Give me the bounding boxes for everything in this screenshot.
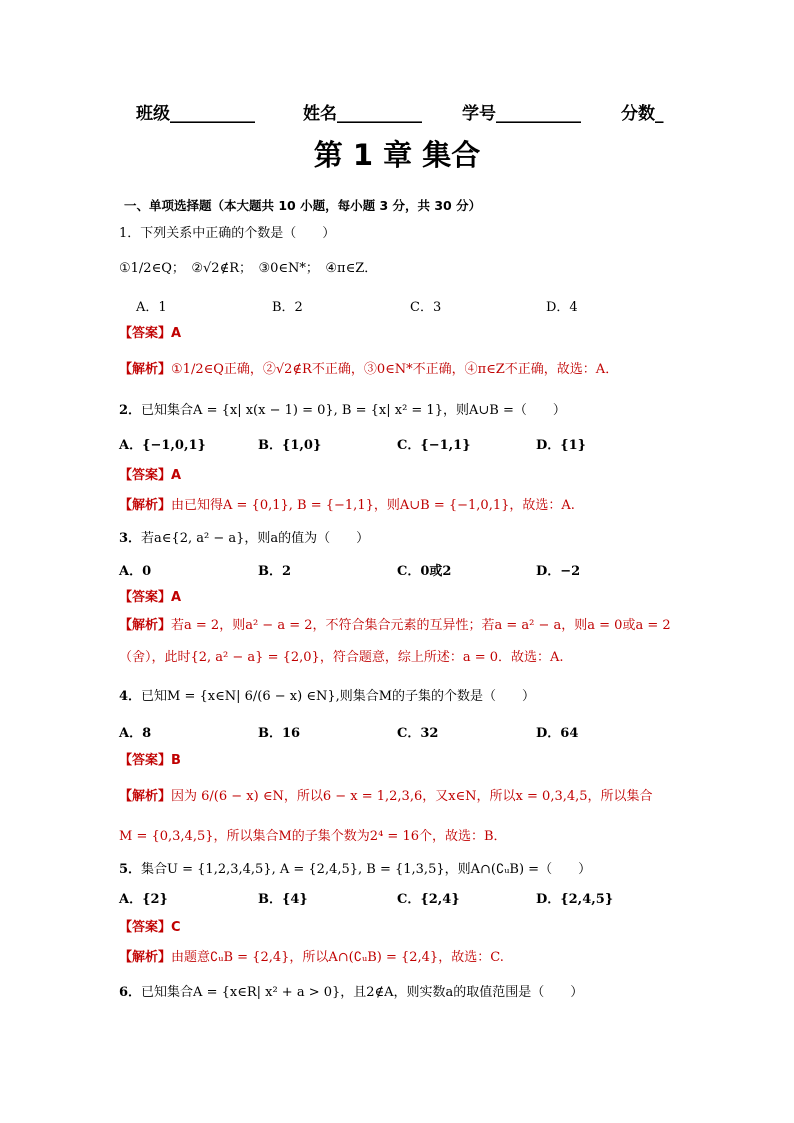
q4-analysis-line-2: M = {0,3,4,5}，所以集合M的子集个数为2⁴ = 16个，故选：B． bbox=[119, 829, 507, 844]
section-heading: 一、单项选择题（本大题共 10 小题，每小题 3 分，共 30 分） bbox=[124, 198, 482, 213]
analysis-text: ①1/2∈Q正确，②√2∉R不正确，③0∈N*不正确，④π∈Z不正确，故选：A． bbox=[171, 362, 619, 377]
q2-option-a: A．{−1,0,1} bbox=[119, 438, 206, 453]
answer-value: A bbox=[171, 468, 182, 483]
q3-option-a: A．0 bbox=[119, 564, 152, 579]
q4-option-d: D．64 bbox=[536, 726, 579, 741]
q1-option-b: B．2 bbox=[272, 300, 303, 315]
q2-option-c: C．{−1,1} bbox=[397, 438, 471, 453]
class-field[interactable]: 班级__________ bbox=[136, 104, 255, 124]
analysis-tag: 【解析】 bbox=[119, 362, 172, 377]
answer-value: B bbox=[171, 753, 181, 768]
q5-option-d: D．{2,4,5} bbox=[536, 892, 614, 907]
answer-value: A bbox=[171, 326, 182, 341]
q3-option-b: B．2 bbox=[258, 564, 292, 579]
analysis-text: 由已知得A = {0,1}, B = {−1,1}，则A∪B = {−1,0,1}，故选：A. bbox=[171, 498, 575, 513]
q5-option-c: C．{2,4} bbox=[397, 892, 460, 907]
q5-analysis bbox=[119, 946, 504, 965]
q2-option-d: D．{1} bbox=[536, 438, 587, 453]
question-number: 5． bbox=[119, 862, 142, 877]
analysis-text: 由题意∁ᵤB = {2,4}，所以A∩(∁ᵤB) = {2,4}，故选：C. bbox=[171, 950, 504, 965]
q1-analysis bbox=[119, 358, 618, 377]
score-field[interactable]: 分数_ bbox=[621, 104, 664, 124]
question-text: 已知M = {x∈N| 6/(6 − x) ∈N},则集合M的子集的个数是（ ） bbox=[141, 689, 536, 704]
q5-stem bbox=[119, 858, 591, 877]
question-number: 4． bbox=[119, 689, 142, 704]
q2-answer bbox=[119, 464, 181, 483]
answer-tag: 【答案】 bbox=[119, 590, 172, 605]
q1-option-a: A．1 bbox=[136, 300, 167, 315]
q5-answer bbox=[119, 916, 181, 935]
q4-option-b: B．16 bbox=[258, 726, 301, 741]
q2-stem bbox=[119, 399, 566, 418]
q4-answer bbox=[119, 749, 181, 768]
q2-option-b: B．{1,0} bbox=[258, 438, 322, 453]
question-number: 6． bbox=[119, 985, 142, 1000]
analysis-text: 因为 6/(6 − x) ∈N，所以6 − x = 1,2,3,6，又x∈N，所以x = 0,3,4,5，所以集合 bbox=[171, 789, 653, 804]
q1-option-c: C．3 bbox=[410, 300, 442, 315]
q4-analysis-line-1 bbox=[119, 785, 653, 804]
q4-stem bbox=[119, 685, 535, 704]
q2-analysis bbox=[119, 494, 575, 513]
question-text: 已知集合A = {x∈R| x² + a > 0}，且2∉A，则实数a的取值范围是（ ） bbox=[141, 985, 584, 1000]
analysis-tag: 【解析】 bbox=[119, 498, 172, 513]
answer-value: C bbox=[171, 920, 181, 935]
analysis-tag: 【解析】 bbox=[119, 789, 172, 804]
student-id-field[interactable]: 学号__________ bbox=[462, 104, 581, 124]
q5-option-a: A．{2} bbox=[119, 892, 168, 907]
q6-stem bbox=[119, 981, 583, 1000]
question-number: 2． bbox=[119, 403, 142, 418]
analysis-text: 若a = 2，则a² − a = 2，不符合集合元素的互异性；若a = a² − a，则a = 0或a = 2 bbox=[171, 618, 671, 633]
q3-analysis-line-1 bbox=[119, 614, 671, 633]
page-title: 第 1 章 集合 bbox=[313, 138, 481, 172]
q1-items: ①1/2∈Q； ②√2∉R； ③0∈N*； ④π∈Z． bbox=[119, 261, 378, 276]
answer-tag: 【答案】 bbox=[119, 326, 172, 341]
analysis-tag: 【解析】 bbox=[119, 618, 172, 633]
q1-option-d: D．4 bbox=[546, 300, 578, 315]
name-field[interactable]: 姓名__________ bbox=[303, 104, 422, 124]
answer-tag: 【答案】 bbox=[119, 920, 172, 935]
q5-option-b: B．{4} bbox=[258, 892, 308, 907]
q3-analysis-line-2: （舍），此时{2, a² − a} = {2,0}，符合题意，综上所述：a = 0．故选：A. bbox=[119, 650, 564, 665]
analysis-tag: 【解析】 bbox=[119, 950, 172, 965]
q3-answer bbox=[119, 586, 181, 605]
answer-tag: 【答案】 bbox=[119, 468, 172, 483]
q4-option-c: C．32 bbox=[397, 726, 439, 741]
q3-stem bbox=[119, 527, 369, 546]
answer-value: A bbox=[171, 590, 182, 605]
question-text: 若a∈{2, a² − a}，则a的值为（ ） bbox=[141, 531, 370, 546]
question-number: 3． bbox=[119, 531, 142, 546]
question-text: 已知集合A = {x| x(x − 1) = 0}, B = {x| x² = 1}，则A∪B =（ ） bbox=[141, 403, 566, 418]
q3-option-c: C．0或2 bbox=[397, 564, 452, 579]
q1-stem: 1．下列关系中正确的个数是（ ） bbox=[119, 226, 336, 241]
answer-tag: 【答案】 bbox=[119, 753, 172, 768]
q3-option-d: D．−2 bbox=[536, 564, 581, 579]
question-text: 集合U = {1,2,3,4,5}, A = {2,4,5}, B = {1,3,5}，则A∩(∁ᵤB) =（ ） bbox=[141, 862, 592, 877]
q4-option-a: A．8 bbox=[119, 726, 152, 741]
q1-answer bbox=[119, 322, 181, 341]
